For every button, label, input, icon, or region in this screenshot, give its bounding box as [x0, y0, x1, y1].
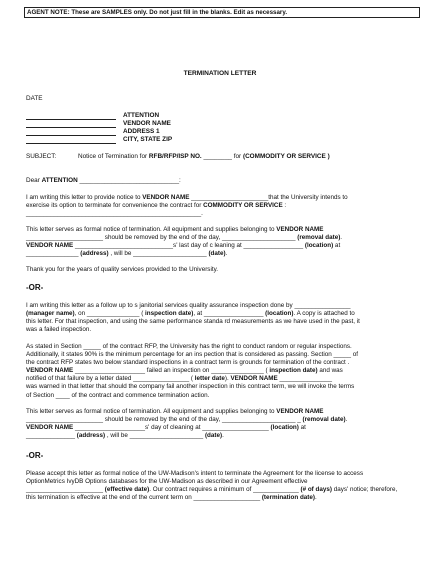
address-line-4	[26, 143, 116, 144]
notice-paragraph-2: This letter serves as formal notice of termination. All equipment and supplies belonging to VENDOR NAME ______________________ should be removed by the end of the day, _____________________ _ (removal date). VENDOR NAME ____________________s' day of cleaning at ___________________ (location) at ______________ (address) , will be _____________________ (date).	[26, 408, 348, 440]
notice-paragraph-1: This letter serves as formal notice of termination. All equipment and supplies belonging to VENDOR NAME ______________________ should be removed by the end of the day, _____________________ (removal date). VENDOR NAME ____________________________s' last day of c leaning at _________________ (location) at _______________ (address) , will be _____________________ (date).	[26, 226, 343, 258]
or-separator-2: -OR-	[26, 451, 44, 460]
agent-note-box: AGENT NOTE: These are SAMPLES only. Do not just fill in the blanks. Edit as necessary.	[24, 7, 420, 18]
followup-paragraph: I am writing this letter as a follow up to s janitorial services quality assurance inspection done by ________________ (manager name), on _______________ ( inspection date), at _________________ (location). A copy is attached to this letter. For that inspection, and using the same performance standa rd measurements as we have used in the past, it was a failed inspection.	[26, 302, 360, 334]
subject-line: Notice of Termination for RFB/RFP/ISP NO. ________ for (COMMODITY OR SERVICE )	[78, 153, 330, 160]
letter-title: TERMINATION LETTER	[183, 70, 257, 77]
address-line-3	[26, 135, 116, 136]
license-paragraph: Please accept this letter as formal notice of the UW-Madison's intent to terminate the Agreement for the license to access OptionMetrics IvyDB Options databases for the UW-Madison as described in our Agreement effective ______________________ (effective date). Our contract requires a minimum of _____________ (# of days) days' notice; therefore, this termination is effective at the end of the current term on ___________________ (termination date).	[26, 470, 398, 502]
date-label: DATE	[26, 95, 43, 102]
address-attention: ATTENTION	[123, 112, 160, 119]
section-paragraph: As stated in Section _____ of the contract RFP, the University has the right to conduct random or regular inspections. Additionally, it states 90% is the minimum percentage for an ins pection that is considered as passing. Section _____ of the contract RFP states two below standard inspections in a contract term is grounds for termination of the contract . VENDOR NAME ____________________ failed an inspection on _______________ ( inspection date) and was notified of that failure by a letter dated ________________ ( letter date). VENDOR NAME _______________ was warned in that letter that should the company fail another inspection in this contract term, we will invoke the terms of Section ____ of the contract and commence termination action.	[26, 343, 359, 399]
address-line-address: ADDRESS 1	[123, 128, 160, 135]
salutation: Dear ATTENTION ____________________________:	[26, 177, 181, 184]
address-line-2	[26, 127, 116, 128]
address-city-state-zip: CITY, STATE ZIP	[123, 136, 173, 143]
address-line-1	[26, 119, 116, 120]
address-vendor-name: VENDOR NAME	[123, 120, 171, 127]
subject-label: SUBJECT:	[26, 153, 57, 160]
or-separator-1: -OR-	[26, 283, 44, 292]
intro-paragraph: I am writing this letter to provide notice to VENDOR NAME ______________________that the University intends to exercise its option to terminate for convenience the contract for COMMODITY OR SERVICE : __________________________________________________.	[26, 194, 348, 218]
thanks-paragraph: Thank you for the years of quality services provided to the University.	[26, 266, 219, 273]
